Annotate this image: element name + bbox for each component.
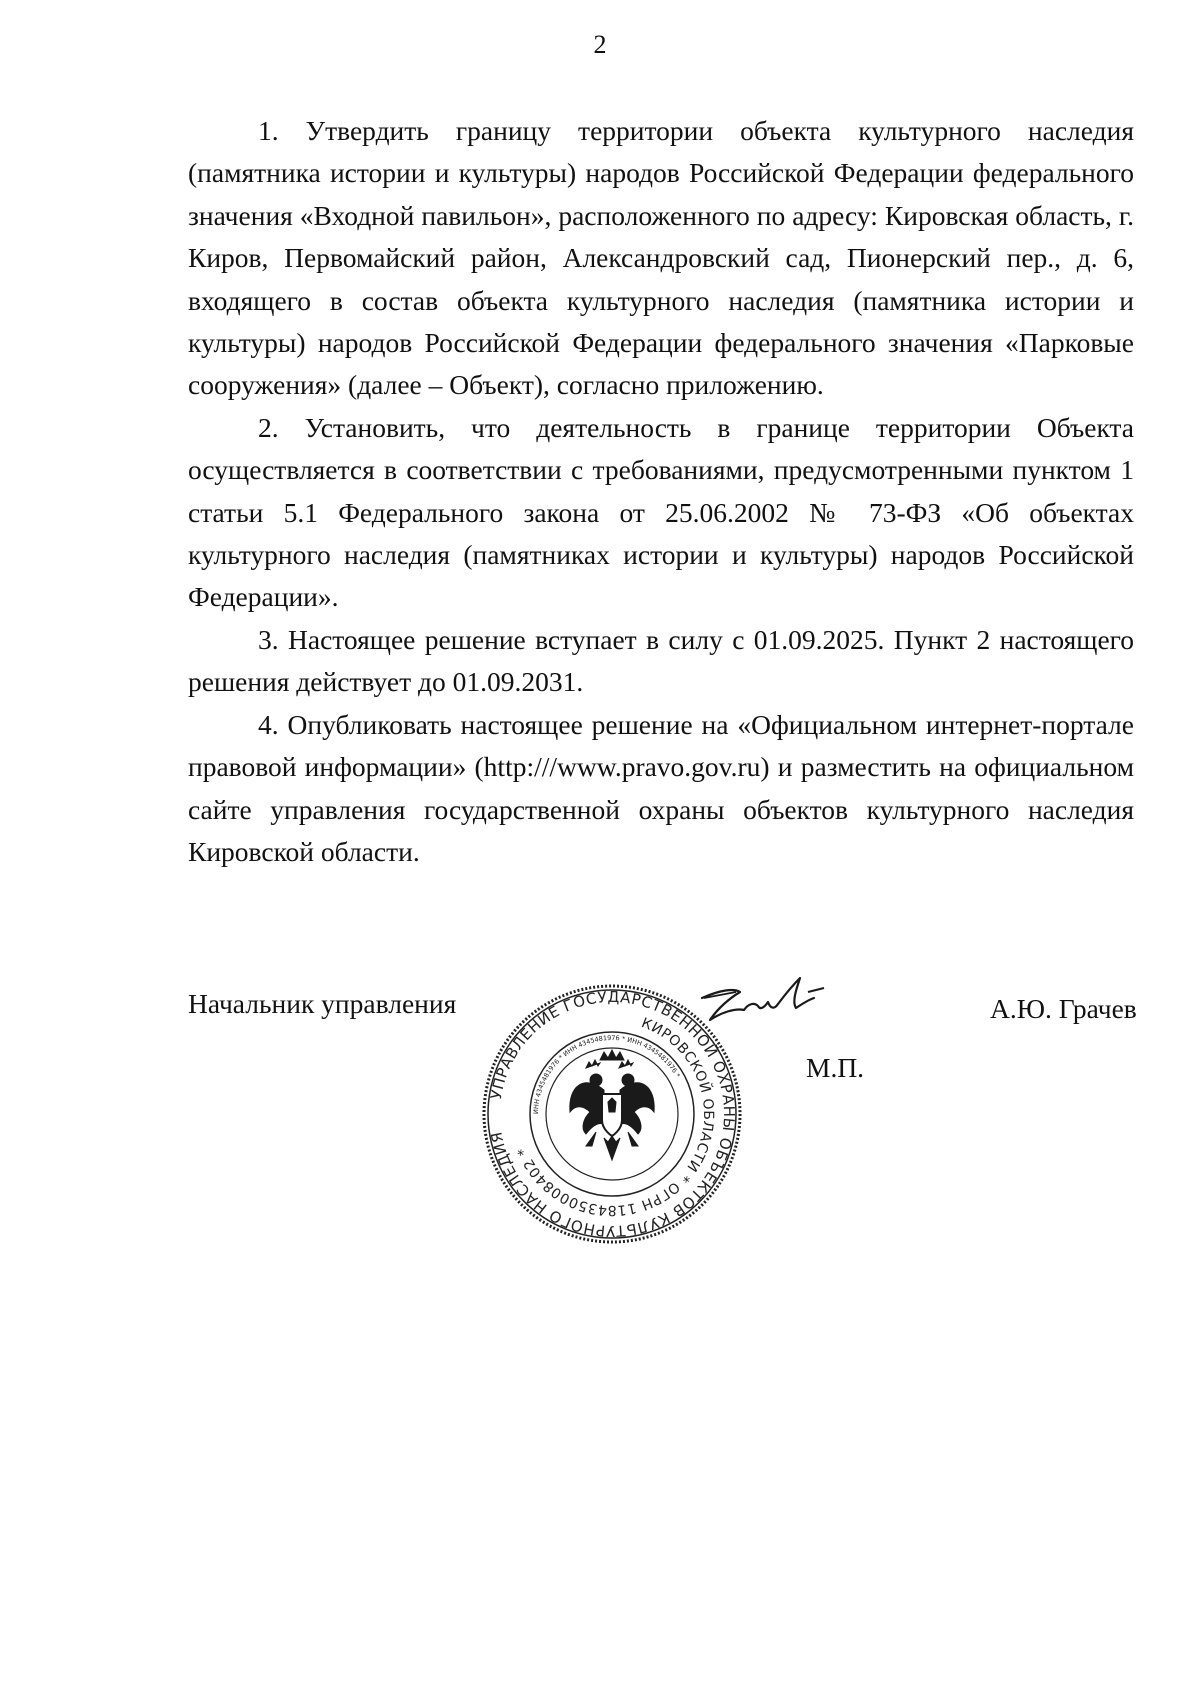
seal-outer-text: УПРАВЛЕНИЕ ГОСУДАРСТВЕННОЙ ОХРАНЫ ОБЪЕКТОВ КУЛЬТУРНОГО НАСЛЕДИЯ [486, 987, 739, 1241]
paragraph-3: 3. Настоящее решение вступает в силу с 01.09.2025. Пункт 2 настоящего решения действует до 01.09.2031. [188, 623, 1134, 698]
coat-of-arms-icon [570, 1050, 654, 1160]
seal-ring-text: ИНН 4345481976 * ИНН 4345481976 * ИНН 4345481976 * [531, 1033, 682, 1115]
page-number: 2 [593, 30, 607, 59]
document-body [188, 110, 1134, 873]
paragraph-2: 2. Установить, что деятельность в границе территории Объекта осуществляется в соответствии с требованиями, предусмотренными пунктом 1 статьи 5.1 Федерального закона от 25.06.2002 № 73-ФЗ «Об объектах культурного наследия (памятниках истории и культуры) народов Российской Федерации». [188, 411, 1134, 613]
signatory-position: Начальник управления [188, 988, 457, 1019]
handwritten-signature [700, 968, 840, 1048]
seal-inner-text: КИРОВСКОЙ ОБЛАСТИ * ОГРН 1184350008402 * [514, 1015, 717, 1219]
paragraph-4: 4. Опубликовать настоящее решение на «Официальном интернет-портале правовой информации» (http:///www.pravo.gov.ru) и разместить на официальном сайте управления государственной охраны объектов культурного наследия Кировской области. [188, 708, 1134, 867]
stamp-place-label: М.П. [806, 1052, 865, 1083]
signatory-name: А.Ю. Грачев [990, 993, 1137, 1024]
paragraph-1: 1. Утвердить границу территории объекта культурного наследия (памятника истории и культуры) народов Российской Федерации федерального значения «Входной павильон», расположенного по адресу: Кировская область, г. Киров, Первомайский район, Александровский сад, Пионерский пер., д. 6, входящего в состав объекта культурного наследия (памятника истории и культуры) народов Российской Федерации федерального значения «Парковые сооружения» (далее – Объект), согласно приложению. [188, 115, 1134, 401]
